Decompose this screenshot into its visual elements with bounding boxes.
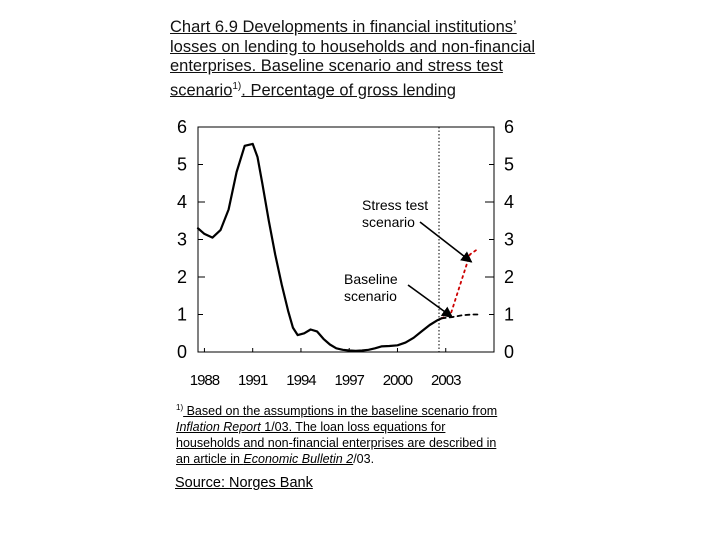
title-line-1: Chart 6.9 Developments in financial institutions’ <box>170 18 517 36</box>
baseline-annotation-arrow <box>408 285 452 317</box>
x-tick-label: 1997 <box>334 372 364 389</box>
y-tick-label-right: 4 <box>503 192 515 212</box>
x-tick-label: 1991 <box>238 372 268 389</box>
y-tick-label-right: 2 <box>503 267 515 287</box>
footnote-ref-economic-bulletin: Economic Bulletin 2 <box>243 452 354 467</box>
x-ticks <box>190 348 461 389</box>
footnote-text-3: households and non-financial enterprises are described in <box>176 436 497 451</box>
y-tick-label-left: 5 <box>176 154 188 175</box>
footnote-text-2: 1/03. The loan loss equations for <box>260 420 446 435</box>
y-tick-label-right: 0 <box>503 342 515 362</box>
y-tick-label-right: 1 <box>503 304 515 325</box>
y-tick-label-left: 1 <box>176 304 188 325</box>
y-tick-label-left: 0 <box>176 342 188 362</box>
baseline-annotation-line2: scenario <box>344 288 397 304</box>
y-tick-label-right: 5 <box>503 154 515 175</box>
y-ticks <box>177 117 514 362</box>
y-tick-label-right: 6 <box>503 117 515 137</box>
title-line-3: enterprises. Baseline scenario and stress test <box>170 57 503 75</box>
footnote <box>176 400 546 467</box>
series-line-stress-test-scenario <box>442 249 478 318</box>
footnote-marker: 1) <box>176 403 184 412</box>
footnote-text-5: /03. <box>353 452 375 467</box>
x-tick-label: 2000 <box>382 372 413 389</box>
title-line-4a: scenario <box>170 81 233 99</box>
series-line-historical <box>198 144 442 351</box>
title-superscript: 1) <box>232 80 242 92</box>
y-tick-label-left: 4 <box>176 192 188 212</box>
baseline-annotation-line1: Baseline <box>344 271 398 287</box>
y-tick-label-right: 3 <box>503 229 515 250</box>
y-tick-label-left: 3 <box>176 229 188 250</box>
x-tick-label: 2003 <box>431 372 461 389</box>
title-line-4b: . Percentage of gross lending <box>241 81 456 99</box>
title-line-2: losses on lending to households and non-financial <box>170 37 536 56</box>
footnote-text-4: an article in <box>176 452 244 467</box>
stress-annotation-line2: scenario <box>362 214 415 230</box>
y-tick-label-left: 6 <box>176 117 188 137</box>
series-group <box>198 144 478 351</box>
x-tick-label: 1988 <box>189 372 220 389</box>
y-tick-label-left: 2 <box>176 267 188 287</box>
stress-annotation-line1: Stress test <box>362 197 429 213</box>
footnote-text-1: Based on the assumptions in the baseline scenario from <box>183 404 498 419</box>
source-note: Source: Norges Bank <box>175 475 313 491</box>
footnote-ref-inflation-report: Inflation Report <box>176 420 261 435</box>
stress-annotation-arrow <box>420 222 472 262</box>
x-tick-label: 1994 <box>286 372 316 389</box>
